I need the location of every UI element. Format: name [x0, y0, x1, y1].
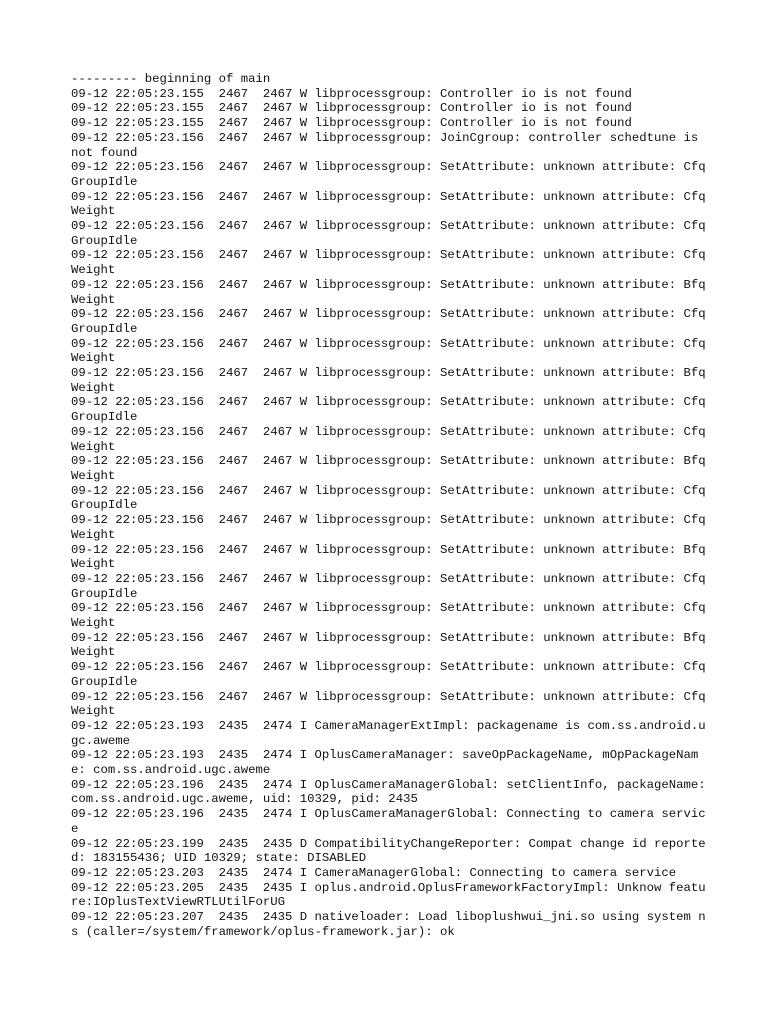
log-line: 09-12 22:05:23.156 2467 2467 W libprocessgroup: SetAttribute: unknown attribute: CfqWeight	[71, 248, 706, 278]
log-document	[71, 72, 714, 939]
log-line: 09-12 22:05:23.156 2467 2467 W libprocessgroup: SetAttribute: unknown attribute: BfqWeight	[71, 542, 706, 572]
log-line: 09-12 22:05:23.207 2435 2435 D nativeloader: Load liboplushwui_jni.so using system ns (caller=/system/framework/oplus-framework.jar): ok	[71, 910, 706, 939]
log-line: 09-12 22:05:23.196 2435 2474 I OplusCameraManagerGlobal: Connecting to camera service	[71, 807, 706, 836]
log-line: 09-12 22:05:23.156 2467 2467 W libprocessgroup: SetAttribute: unknown attribute: CfqGroupIdle	[71, 395, 706, 425]
log-line: 09-12 22:05:23.156 2467 2467 W libprocessgroup: SetAttribute: unknown attribute: CfqWeight	[71, 601, 706, 631]
log-line: 09-12 22:05:23.196 2435 2474 I OplusCameraManagerGlobal: setClientInfo, packageName: com.ss.android.ugc.aweme, uid: 10329, pid: 2435	[71, 777, 714, 807]
log-line: 09-12 22:05:23.155 2467 2467 W libprocessgroup: Controller io is not found	[71, 116, 632, 131]
log-lines	[71, 86, 714, 940]
log-line: 09-12 22:05:23.199 2435 2435 D CompatibilityChangeReporter: Compat change id reported: 183155436; UID 10329; state: DISABLED	[71, 836, 706, 866]
log-line: 09-12 22:05:23.156 2467 2467 W libprocessgroup: SetAttribute: unknown attribute: BfqWeight	[71, 277, 706, 307]
log-line: 09-12 22:05:23.156 2467 2467 W libprocessgroup: JoinCgroup: controller schedtune is not found	[71, 130, 706, 160]
log-line: 09-12 22:05:23.156 2467 2467 W libprocessgroup: SetAttribute: unknown attribute: CfqWeight	[71, 189, 706, 219]
log-line: 09-12 22:05:23.156 2467 2467 W libprocessgroup: SetAttribute: unknown attribute: CfqGroupIdle	[71, 307, 706, 336]
log-line: 09-12 22:05:23.156 2467 2467 W libprocessgroup: SetAttribute: unknown attribute: CfqGroupIdle	[71, 660, 706, 689]
log-line: 09-12 22:05:23.155 2467 2467 W libprocessgroup: Controller io is not found	[71, 101, 632, 116]
log-line: 09-12 22:05:23.156 2467 2467 W libprocessgroup: SetAttribute: unknown attribute: CfqWeight	[71, 689, 706, 719]
log-line: 09-12 22:05:23.156 2467 2467 W libprocessgroup: SetAttribute: unknown attribute: CfqWeight	[71, 424, 706, 454]
log-line: 09-12 22:05:23.156 2467 2467 W libprocessgroup: SetAttribute: unknown attribute: CfqGroupIdle	[71, 571, 706, 601]
log-header: --------- beginning of main	[71, 72, 271, 86]
log-line: 09-12 22:05:23.156 2467 2467 W libprocessgroup: SetAttribute: unknown attribute: BfqWeight	[71, 454, 706, 483]
log-line: 09-12 22:05:23.156 2467 2467 W libprocessgroup: SetAttribute: unknown attribute: BfqWeight	[71, 366, 706, 395]
log-line: 09-12 22:05:23.205 2435 2435 I oplus.android.OplusFrameworkFactoryImpl: Unknow feature:IOplusTextViewRTLUtilForUG	[71, 880, 706, 910]
log-line: 09-12 22:05:23.203 2435 2474 I CameraManagerGlobal: Connecting to camera service	[71, 865, 677, 880]
log-line: 09-12 22:05:23.156 2467 2467 W libprocessgroup: SetAttribute: unknown attribute: CfqGroupIdle	[71, 483, 706, 513]
log-line: 09-12 22:05:23.156 2467 2467 W libprocessgroup: SetAttribute: unknown attribute: CfqGroupIdle	[71, 160, 706, 189]
log-line: 09-12 22:05:23.156 2467 2467 W libprocessgroup: SetAttribute: unknown attribute: CfqWeight	[71, 336, 706, 366]
log-line: 09-12 22:05:23.155 2467 2467 W libprocessgroup: Controller io is not found	[71, 86, 632, 101]
log-line: 09-12 22:05:23.193 2435 2474 I CameraManagerExtImpl: packagename is com.ss.android.ugc.aweme	[71, 718, 706, 748]
log-line: 09-12 22:05:23.156 2467 2467 W libprocessgroup: SetAttribute: unknown attribute: CfqGroupIdle	[71, 219, 706, 248]
log-line: 09-12 22:05:23.193 2435 2474 I OplusCameraManager: saveOpPackageName, mOpPackageName: com.ss.android.ugc.aweme	[71, 748, 699, 778]
log-line: 09-12 22:05:23.156 2467 2467 W libprocessgroup: SetAttribute: unknown attribute: BfqWeight	[71, 630, 706, 660]
log-line: 09-12 22:05:23.156 2467 2467 W libprocessgroup: SetAttribute: unknown attribute: CfqWeight	[71, 513, 706, 542]
